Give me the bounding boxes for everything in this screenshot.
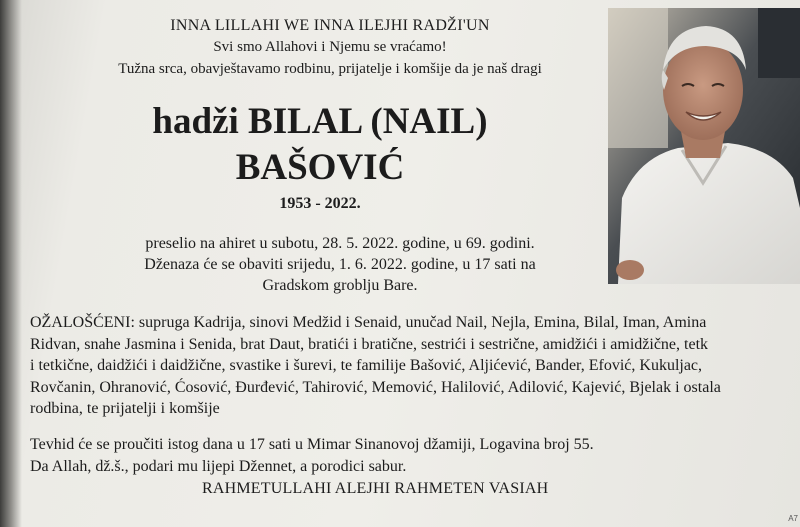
mourners-line: rodbina, te prijatelji i komšije <box>30 400 220 417</box>
page-edge-shadow <box>0 0 22 527</box>
death-notice <box>60 233 620 296</box>
mourners-paragraph <box>30 312 800 420</box>
mourners-line: OŽALOŠĆENI: supruga Kadrija, sinovi Medžid i Senaid, unučad Nail, Nejla, Emina, Bilal, Iman, Amina <box>30 314 707 331</box>
page-corner-mark: A7 <box>788 514 798 523</box>
mourners-line: Ridvan, snahe Jasmina i Senida, brat Daut, bratići i bratične, sestrići i sestrične, amidžići i amidžične, tetk <box>30 335 709 353</box>
tevhid-line-1: Tevhid će se proučiti istog dana u 17 sati u Mimar Sinanovoj džamiji, Logavina broj 55. <box>30 436 594 453</box>
closing-prayer: RAHMETULLAHI ALEJHI RAHMETEN VASIAH <box>202 480 549 497</box>
mourners-line: i tetkične, daidžići i daidžične, svastike i šurevi, te familije Bašović, Aljićević, Bander, Efović, Kukuljac, <box>30 357 703 374</box>
header-line-2: Svi smo Allahovi i Njemu se vraćamo! <box>213 39 447 55</box>
deceased-name-line-1: hadži BILAL (NAIL) <box>152 101 488 142</box>
deceased-name-line-2: BAŠOVIĆ <box>235 147 405 188</box>
portrait-photo <box>608 8 800 284</box>
tevhid-paragraph <box>30 434 594 477</box>
notice-line-2: Dženaza će se obaviti srijedu, 1. 6. 2022. godine, u 17 sati na <box>144 256 536 273</box>
notice-line-1: preselio na ahiret u subotu, 28. 5. 2022. godine, u 69. godini. <box>145 235 535 252</box>
deceased-years: 1953 - 2022. <box>279 195 361 212</box>
header-line-3: Tužna srca, obavještavamo rodbinu, prijatelje i komšije da je naš dragi <box>118 61 542 77</box>
notice-line-3: Gradskom groblju Bare. <box>262 277 418 294</box>
portrait-photo-icon <box>608 8 800 284</box>
mourners-line: Rovčanin, Ohranović, Ćosović, Đurđević, Tahirović, Memović, Halilović, Adilović, Kajević, Bjelak i ostala <box>30 378 721 396</box>
tevhid-line-2: Da Allah, dž.š., podari mu lijepi Džennet, a porodici sabur. <box>30 457 407 475</box>
header-line-1: INNA LILLAHI WE INNA ILEJHI RADŽI'UN <box>170 17 490 34</box>
